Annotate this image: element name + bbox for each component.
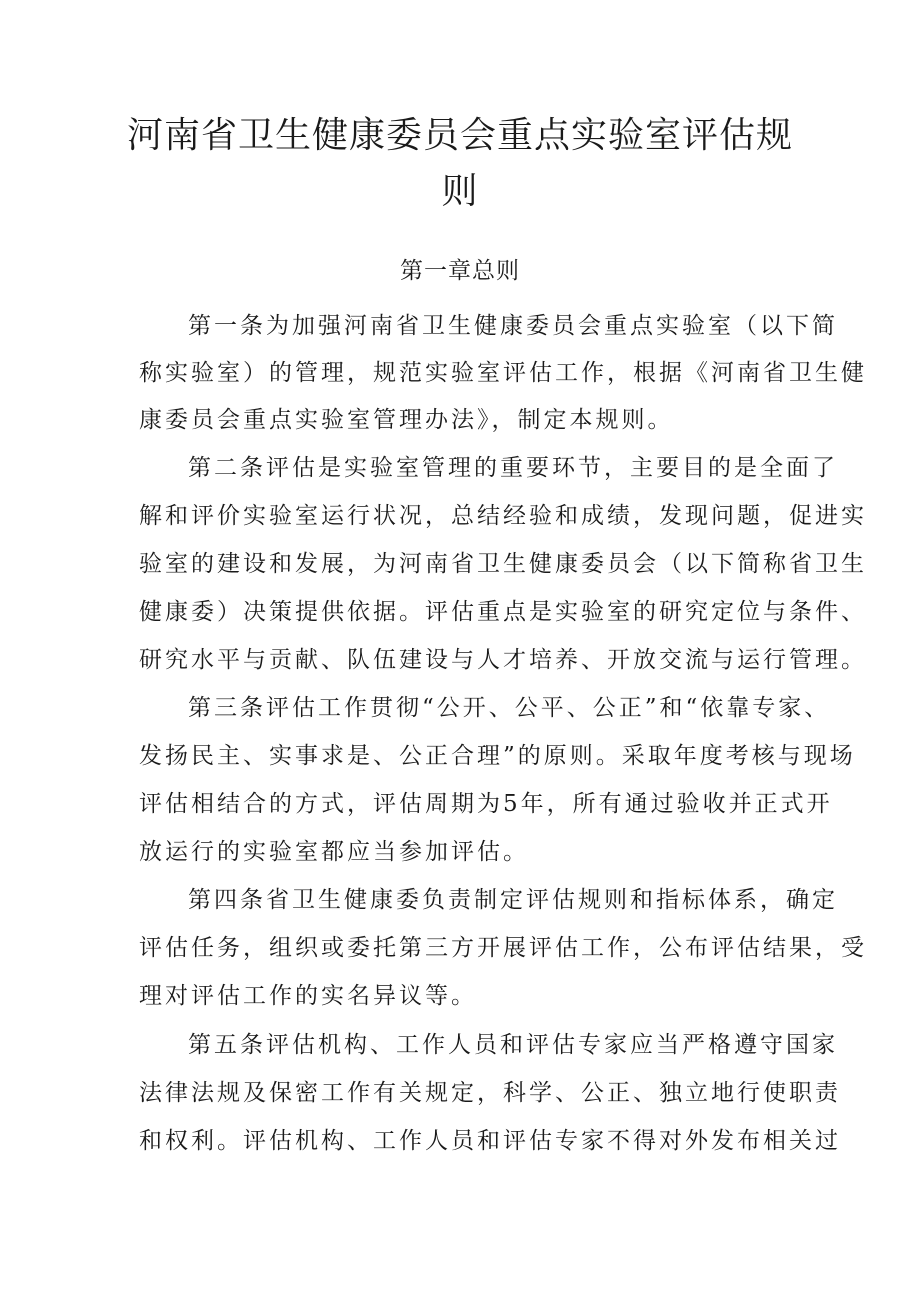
text-line: 和权利。评估机构、工作人员和评估专家不得对外发布相关过 (139, 1128, 841, 1154)
text-line: 评估任务，组织或委托第三方开展评估工作，公布评估结果，受 (139, 935, 867, 961)
text-line: 第五条评估机构、工作人员和评估专家应当严格遵守国家 (188, 1032, 838, 1058)
text-line: 研究水平与贡献、队伍建设与人才培养、开放交流与运行管理。 (139, 647, 867, 673)
chapter-heading: 第一章总则 (400, 258, 520, 284)
text-line: 第一条为加强河南省卫生健康委员会重点实验室（以下简 (188, 313, 838, 339)
text-line: 第四条省卫生健康委负责制定评估规则和指标体系，确定 (188, 887, 838, 913)
text-line: 验室的建设和发展，为河南省卫生健康委员会（以下简称省卫生 (139, 551, 867, 577)
text-line: 称实验室）的管理，规范实验室评估工作，根据《河南省卫生健 (139, 360, 867, 386)
text-line: 理对评估工作的实名异议等。 (139, 983, 477, 1009)
text-line: 法律法规及保密工作有关规定，科学、公正、独立地行使职责 (139, 1080, 841, 1106)
title-line-2: 则 (441, 171, 479, 212)
text-line: 放运行的实验室都应当参加评估。 (139, 839, 529, 865)
title-line-1: 河南省卫生健康委员会重点实验室评估规 (126, 115, 793, 156)
text-line: 康委员会重点实验室管理办法》，制定本规则。 (139, 407, 674, 433)
text-line: 健康委）决策提供依据。评估重点是实验室的研究定位与条件、 (139, 599, 867, 625)
text-line: 第二条评估是实验室管理的重要环节，主要目的是全面了 (188, 455, 838, 481)
text-line: 发扬民主、实事求是、公正合理”的原则。采取年度考核与现场 (139, 743, 856, 769)
text-line: 评估相结合的方式，评估周期为5年，所有通过验收并正式开 (139, 791, 833, 817)
document-title (120, 108, 800, 220)
text-line: 解和评价实验室运行状况，总结经验和成绩，发现问题，促进实 (139, 503, 867, 529)
text-line: 第三条评估工作贯彻“公开、公平、公正”和“依靠专家、 (188, 695, 831, 721)
